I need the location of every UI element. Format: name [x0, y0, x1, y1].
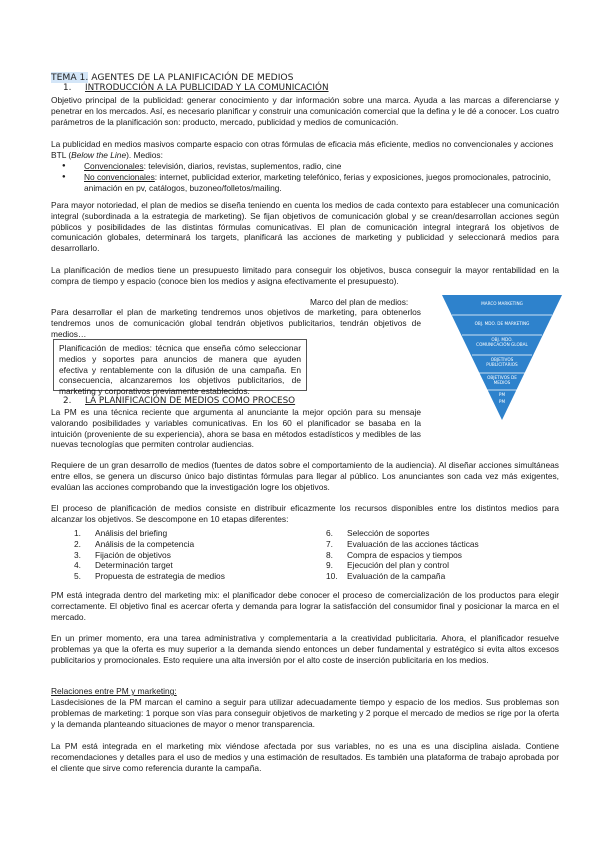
step-item	[326, 560, 479, 571]
title-prefix: TEMA 1.	[51, 72, 89, 83]
title-text: AGENTES DE LA PLANIFICACIÓN DE MEDIOS	[88, 72, 294, 83]
paragraph-budget: La planificación de medios tiene un presupuesto limitado para conseguir los objetivos, busca conseguir la mayor rentabilidad en la compra de tiempo y espacio (conoce bien los medios y asigna efectivamente el presupuesto).	[51, 265, 559, 286]
pyramid-level-6: PM	[498, 392, 506, 397]
step-item	[74, 571, 225, 582]
steps-list-right	[326, 528, 479, 582]
step-item	[326, 528, 479, 539]
step-text: Ejecución del plan y control	[347, 560, 449, 571]
relations-heading: Relaciones entre PM y marketing:	[51, 686, 177, 696]
step-item	[326, 539, 479, 550]
paragraph-media-text: La publicidad en medios masivos comparte espacio con otras fórmulas de eficacia más eficiente, medios no convencionales y acciones BTL (	[51, 139, 554, 160]
conventional-term: Convencionales	[84, 161, 144, 171]
step-item	[74, 560, 225, 571]
section-2-title: LA PLANIFICACIÓN DE MEDIOS COMO PROCESO	[85, 396, 296, 406]
paragraph-intro: Objetivo principal de la publicidad: generar conocimiento y dar información sobre una marca. Ayuda a las marcas a diferenciarse y penetrar en los mercados. Así, es necesario planificar y construir una comunicación comercial que la defina y le dé a conocer. Los cuatro parámetros de la planificación son: producto, mercado, publicidad y medios de comunicación.	[51, 95, 559, 127]
list-item-conventional	[62, 161, 562, 172]
step-number: 5.	[74, 571, 81, 582]
step-text: Análisis de la competencia	[95, 538, 195, 549]
step-number: 8.	[326, 549, 333, 560]
step-number: 1.	[74, 528, 81, 538]
non-conventional-text: : internet, publicidad exterior, marketing telefónico, ferias y exposiciones, juegos promocionales, patrocinio, animación en pv, catálogos, buzoneo/folletos/mailing.	[84, 171, 551, 193]
pyramid-level-2: OBJ. MDO. DE MARKETING	[474, 321, 530, 326]
document-title	[51, 72, 293, 83]
list-item-non-conventional	[62, 172, 562, 194]
step-item	[74, 550, 225, 561]
step-text: Fijación de objetivos	[95, 549, 171, 560]
step-number: 7.	[326, 538, 333, 549]
pyramid-level-1: MARCO MARKETING	[481, 301, 523, 306]
marco-label: Marco del plan de medios:	[310, 297, 409, 307]
step-number: 2.	[74, 538, 81, 549]
paragraph-relations: Lasdecisiones de la PM marcan el camino a seguir para utilizar adecuadamente tiempo y espacio de los medios. Sus problemas son problemas de marketing: 1 porque son vías para conseguir objetivos de marketing y 2 porque el mercado de medios se rige por la oferta y la demanda planteando situaciones de mayor o menor transparencia.	[51, 697, 559, 729]
paragraph-media-tail: ). Medios:	[126, 149, 163, 160]
step-text: Evaluación de las acciones tácticas	[347, 538, 479, 549]
section-2-heading	[63, 396, 295, 406]
pyramid-level-5: OBJETIVOS DE MEDIOS	[487, 375, 517, 385]
pyramid-level-7: PM	[498, 399, 506, 404]
paragraph-media	[51, 139, 559, 161]
step-number: 6.	[326, 528, 333, 538]
section-1-title: INTRODUCCIÓN A LA PUBLICIDAD Y LA COMUNICACIÓN	[85, 83, 329, 93]
section-2-number: 2.	[63, 396, 72, 406]
step-text: Análisis del briefing	[95, 528, 168, 538]
section-1-heading	[63, 83, 329, 93]
step-text: Compra de espacios y tiempos	[347, 549, 462, 560]
paragraph-marketing-mix: PM está integrada dentro del marketing mix: el planificador debe conocer el proceso de comercialización de los productos para elegir correctamente. El objetivo final es acercar oferta y demanda para lograr la satisfacción del consumidor final y posicionar la marca en el mercado.	[51, 590, 559, 622]
paragraph-notoriety: Para mayor notoriedad, el plan de medios se diseña teniendo en cuenta los medios de cada contexto para establecer una comunicación integral (subordinada a la estrategia de marketing). Se fijan objetivos de comunicación global y se crean/desarrollan acciones según públicos y posibilidades de las distintas fórmulas comunicativas. El plan de comunicación integral integrará los objetivos de comunicación globales, determinará los targets, planificará las acciones de marketing y publicidad y seleccionará medios para desarrollarlo.	[51, 200, 559, 254]
step-item	[74, 528, 225, 539]
step-text: Evaluación de la campaña	[347, 571, 446, 582]
paragraph-marco: Para desarrollar el plan de marketing tendremos unos objetivos de marketing, para obtenerlos tendremos unos de comunicación global tendrán objetivos publicitarios, tendrán objetivos de medios…	[51, 307, 421, 339]
step-text: Determinación target	[95, 560, 173, 571]
pyramid-level-3: OBJ. MDO. COMUNICACIÓN GLOBAL	[476, 337, 528, 347]
step-number: 3.	[74, 549, 81, 560]
step-number: 4.	[74, 560, 81, 571]
conventional-text: : televisión, diarios, revistas, suplementos, radio, cine	[143, 161, 342, 171]
step-text: Propuesta de estrategia de medios	[95, 571, 225, 582]
paragraph-development: Requiere de un gran desarrollo de medios (fuentes de datos sobre el comportamiento de la audiencia). Al diseñar acciones simultáneas entre ellos, se genera un discurso único bajo distintas fórmulas para llegar al público. Los anunciantes son cada vez más exigentes, evalúan las acciones comprobando que la investigación logre los objetivos.	[51, 460, 559, 492]
step-item	[326, 571, 479, 582]
non-conventional-term: No convencionales	[84, 171, 155, 182]
steps-list-left	[74, 528, 225, 582]
btl-term: Below the Line	[71, 149, 127, 160]
media-list	[62, 161, 562, 193]
pyramid-diagram	[442, 295, 562, 425]
step-text: Selección de soportes	[347, 528, 430, 538]
paragraph-pm-technique: La PM es una técnica reciente que argumenta al anunciante la mejor opción para su mensaje valorando posibilidades y variables comunicativas. En los 60 el planificador se basaba en la intuición (proveniente de su experiencia), ahora se basa en métodos estadísticos y medibles de las nuevas tecnologías que permiten controlar audiencias.	[51, 407, 421, 450]
definition-box: Planificación de medios: técnica que enseña cómo seleccionar medios y soportes para anuncios de manera que ayuden efectiva y rentablemente con la difusión de una campaña. En consecuencia, alcanzaremos los objetivos publicitarios, de marketing y corporativos previamente establecidos.	[53, 339, 307, 391]
step-number: 10.	[326, 571, 338, 582]
step-number: 9.	[326, 560, 333, 571]
section-1-number: 1.	[63, 83, 72, 93]
paragraph-process: El proceso de planificación de medios consiste en distribuir eficazmente los recursos disponibles entre los distintos medios para alcanzar los objetivos. Se descompone en 10 etapas diferentes:	[51, 503, 559, 524]
pyramid-level-4: OBJETIVOS PUBLICITARIOS	[486, 357, 518, 367]
paragraph-integration: La PM está integrada en el marketing mix viéndose afectada por sus variables, no es una es una disciplina aislada. Contiene recomendaciones y detalles para el uso de medios y una estimación de resultados. Es también una plataforma de trabajo aprobada por el cliente que sirve como referencia durante la campaña.	[51, 741, 559, 773]
paragraph-history: En un primer momento, era una tarea administrativa y complementaria a la creatividad publicitaria. Ahora, el planificador resuelve problemas ya que la oferta es muy superior a la demanda siendo entonces un deber fundamental y estratégico si evita altos excesos publicitarios y promocionales. Esto requiere una alta inversión por el alto coste de inserción publicitaria en los medios.	[51, 633, 559, 665]
step-item	[326, 550, 479, 561]
step-item	[74, 539, 225, 550]
